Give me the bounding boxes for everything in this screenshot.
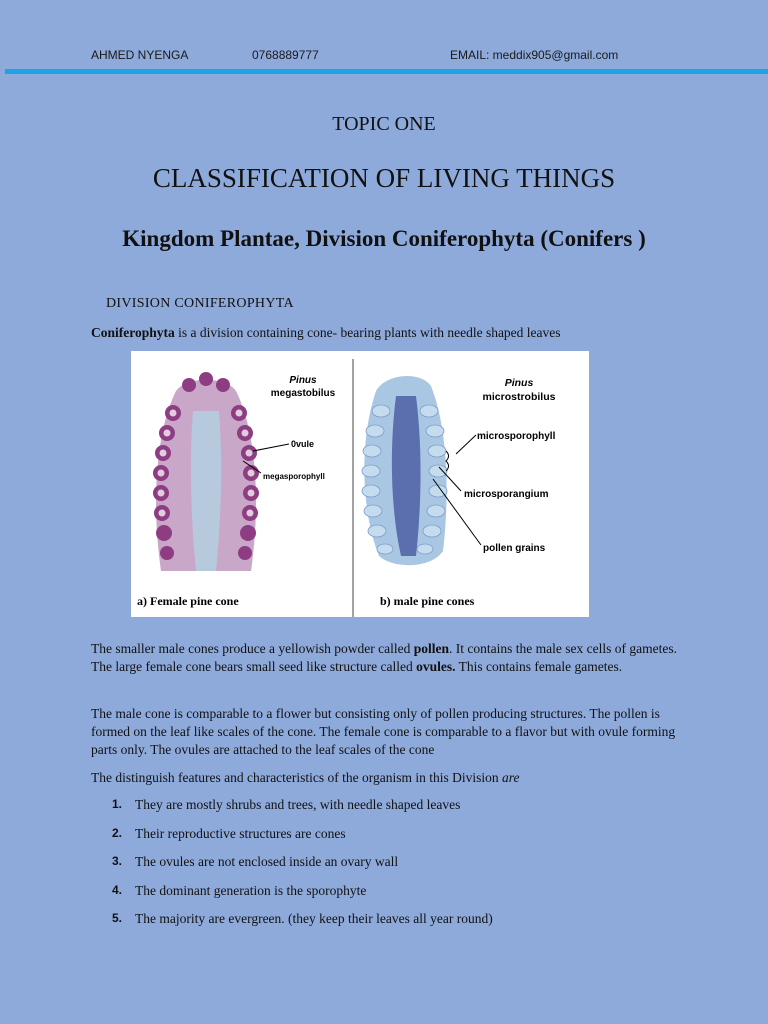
term-ovules: ovules. (416, 659, 456, 674)
list-item-number: 3. (112, 854, 123, 868)
list-item (91, 826, 691, 855)
intro-term: Coniferophyta (91, 325, 175, 340)
intro-rest: is a division containing cone- bearing plants with needle shaped leaves (174, 325, 561, 340)
list-item-text: The dominant generation is the sporophyte (135, 882, 367, 898)
list-item-number: 5. (112, 911, 123, 925)
male-panel-title: microstrobilus (482, 391, 556, 403)
pine-cone-figure (131, 351, 589, 617)
intro-text (91, 325, 561, 341)
list-item-text: The ovules are not enclosed inside an ovary wall (135, 854, 399, 869)
list-item-number: 2. (112, 825, 123, 840)
list-item-text: The majority are evergreen. (they keep their leaves all year round) (135, 911, 493, 926)
label-megasporophyll: megasporophyll (263, 472, 325, 481)
list-item (91, 854, 691, 883)
female-panel-title: megastobilus (270, 388, 336, 399)
page-title: CLASSIFICATION OF LIVING THINGS (152, 163, 616, 193)
list-item-number: 4. (112, 882, 123, 897)
label-microsporangium: microsporangium (464, 489, 549, 500)
author-email: EMAIL: meddix905@gmail.com (450, 48, 619, 62)
female-caption: a) Female pine cone (137, 594, 239, 608)
italic-are: are (502, 770, 520, 785)
page-subtitle: Kingdom Plantae, Division Coniferophyta (Conifers ) (122, 226, 646, 251)
paragraph-features-intro: The distinguish features and characteristics of the organism in this Division are (91, 770, 520, 785)
term-pollen: pollen (413, 641, 450, 656)
author-phone: 0768889777 (252, 48, 319, 62)
topic-label: TOPIC ONE (332, 113, 436, 135)
male-panel-genus: Pinus (504, 377, 534, 389)
header-divider (5, 69, 768, 74)
label-ovule: 0vule (291, 439, 315, 449)
section-heading: DIVISION CONIFEROPHYTA (106, 296, 294, 311)
paragraph-pollen-ovules: The smaller male cones produce a yellowish powder called pollen. It contains the male sex cells of gametes. The large female cone bears small seed like structure called ovules. This contains female gametes. (91, 641, 677, 674)
list-item-text: Their reproductive structures are cones (135, 825, 346, 841)
paragraph-cone-comparison: The male cone is comparable to a flower but consisting only of pollen producing structures. The pollen is formed on the leaf like scales of the cone. The female cone is comparable to a flavor but with ovule forming parts only. The ovules are attached to the leaf scales of the cone (91, 706, 676, 757)
list-item-number: 1. (112, 797, 123, 811)
female-cone-image (153, 372, 259, 571)
page-header (0, 46, 768, 66)
label-pollen-grains: pollen grains (483, 543, 546, 554)
features-list (91, 797, 691, 940)
list-item (91, 911, 691, 940)
list-item (91, 883, 691, 912)
male-caption: b) male pine cones (380, 594, 475, 608)
author-name: AHMED NYENGA (91, 48, 189, 62)
list-item (91, 797, 691, 826)
female-panel-genus: Pinus (289, 375, 317, 386)
label-microsporophyll: microsporophyll (477, 431, 556, 442)
male-cone-image (362, 376, 447, 565)
list-item-text: They are mostly shrubs and trees, with needle shaped leaves (135, 797, 461, 812)
